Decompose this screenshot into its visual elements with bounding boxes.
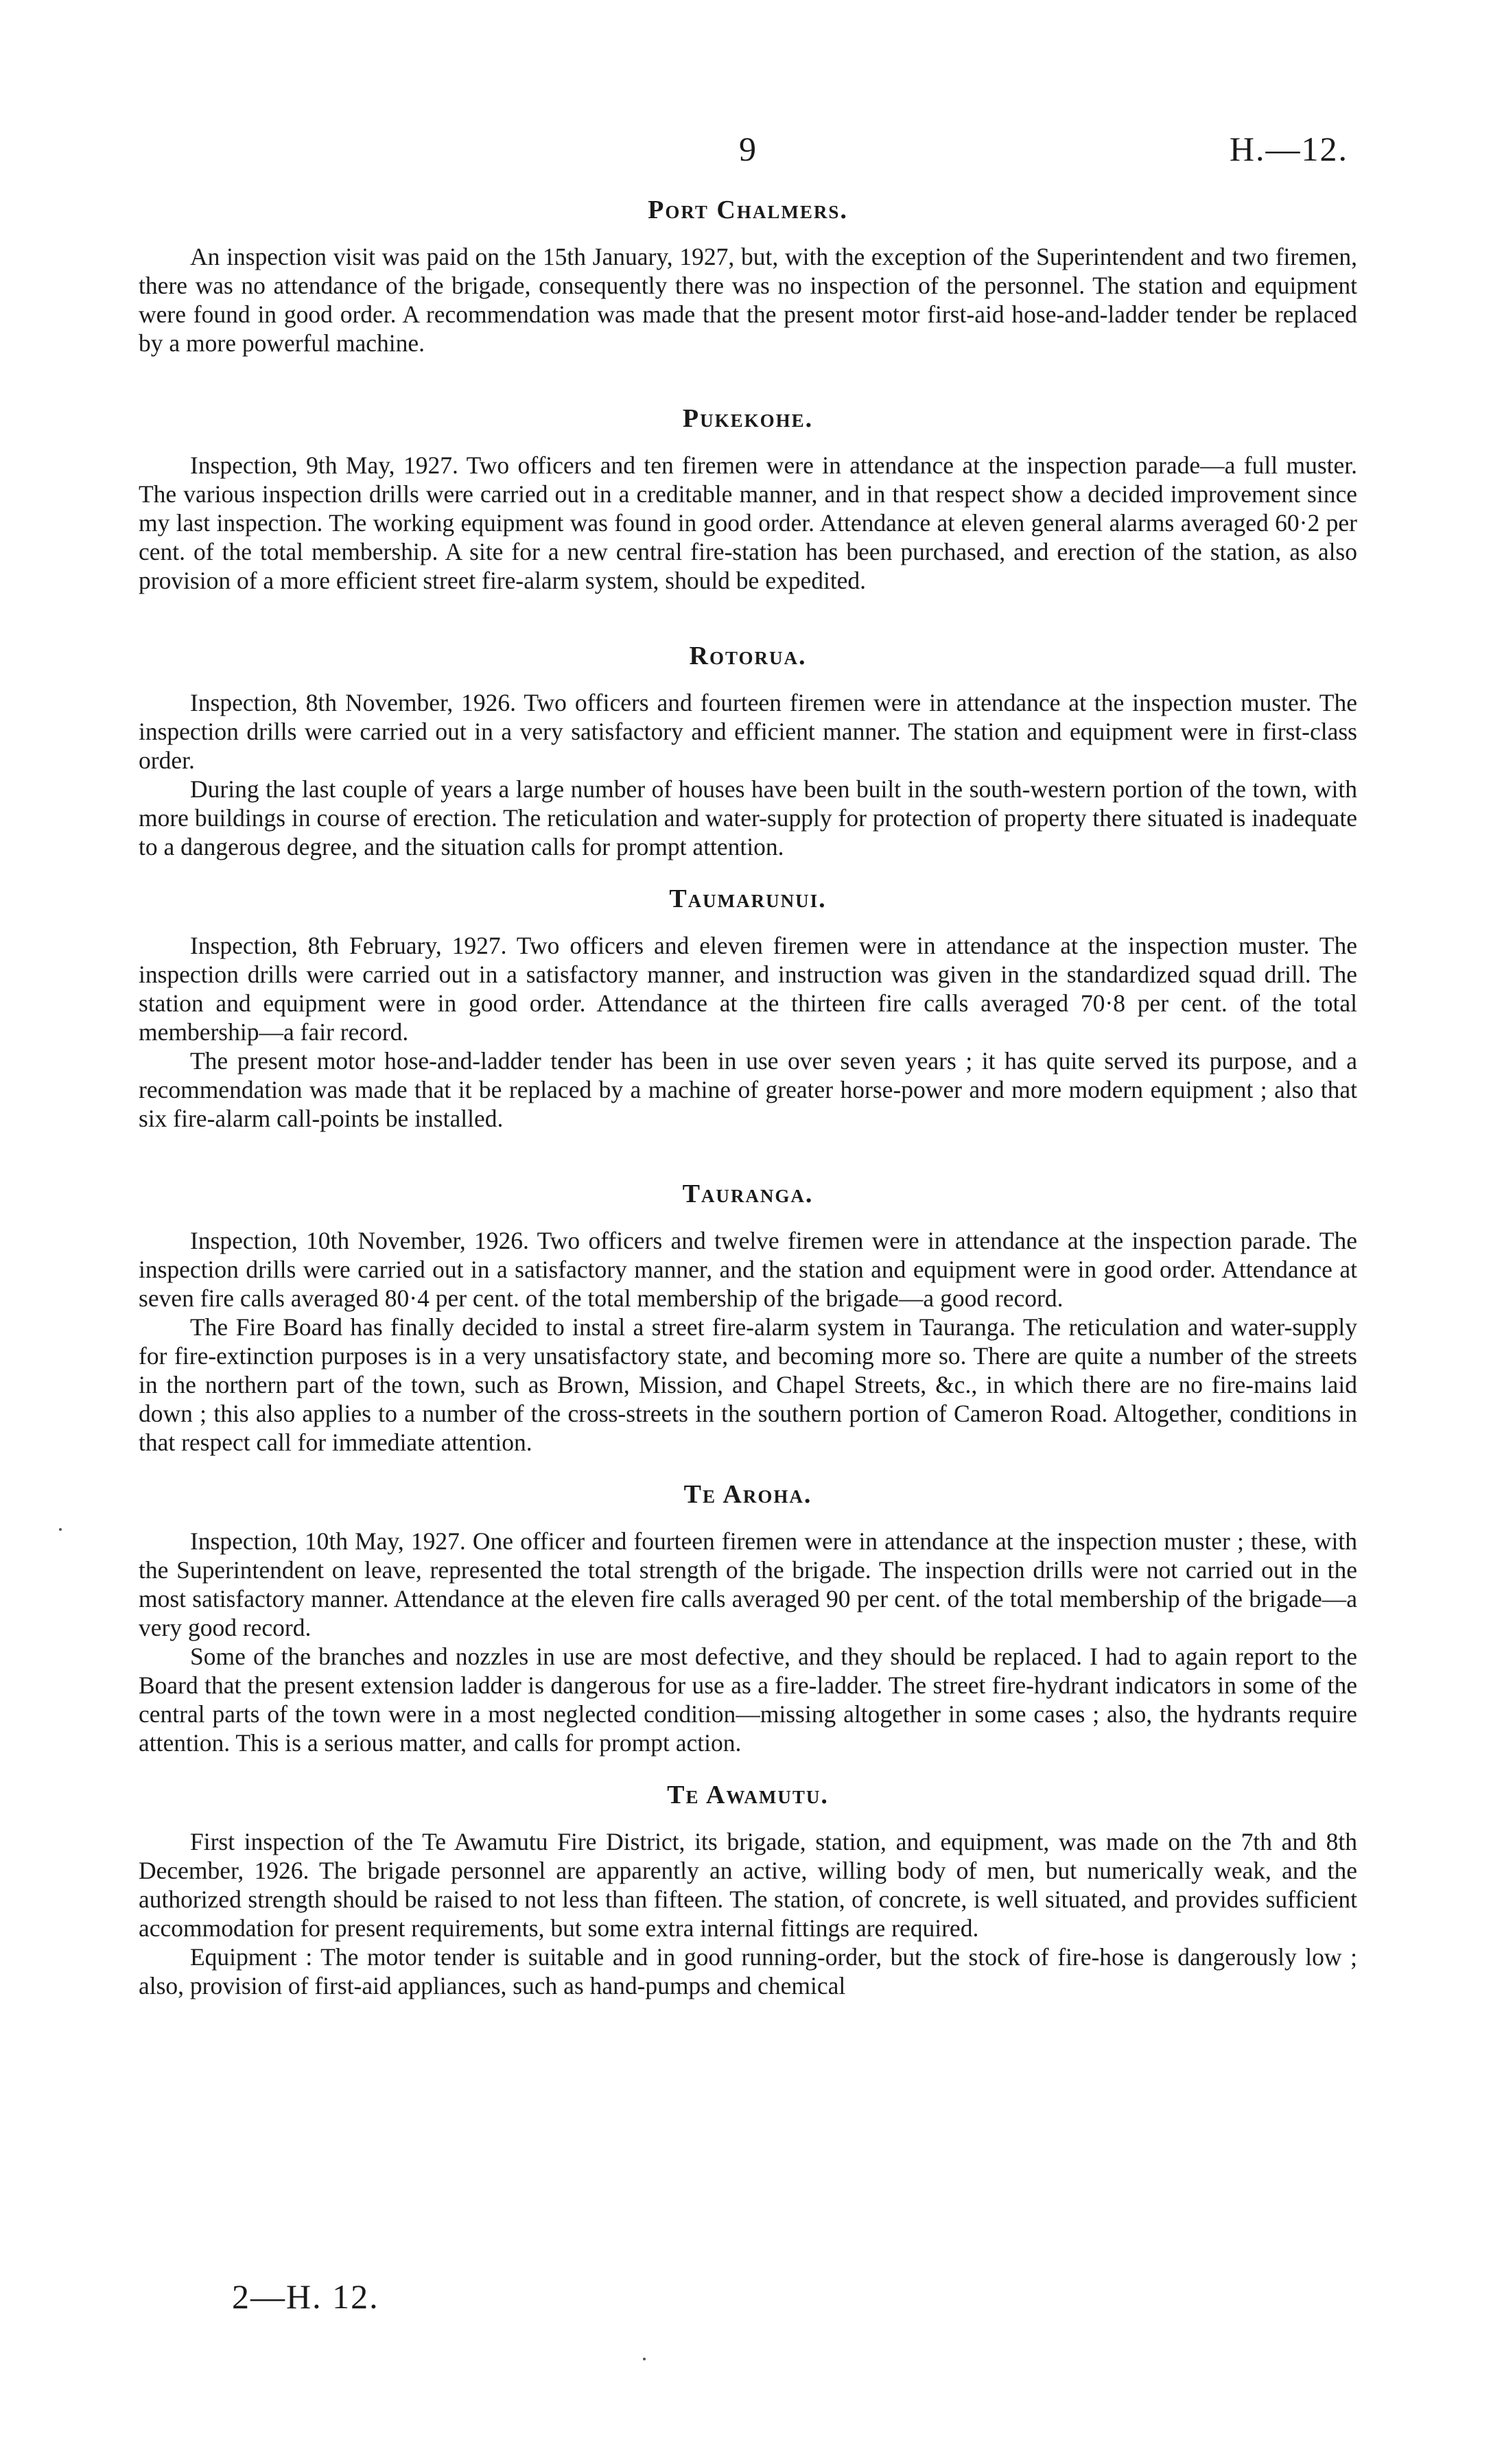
signature-mark: 2—H. 12.: [232, 2277, 379, 2316]
paragraph: Inspection, 10th May, 1927. One officer and fourteen firemen were in attendance at the inspection muster ; these, with the Superintendent on leave, represented the total strength of the brigade. The inspection drills were not carried out in the most satisfactory manner. Attendance at the eleven fire calls averaged 90 per cent. of the total membership of the brigade—a very good record.: [139, 1527, 1357, 1641]
section-title: Te Aroha.: [683, 1480, 812, 1509]
section-port-chalmers: [139, 196, 1357, 357]
document-reference: H.—12.: [1229, 130, 1348, 168]
paragraph: Inspection, 9th May, 1927. Two officers and ten firemen were in attendance at the inspection parade—a full muster. The various inspection drills were carried out in a creditable manner, and in that respect show a decided improvement since my last inspection. The working equipment was found in good order. Attendance at eleven general alarms averaged 60·2 per cent. of the total membership. A site for a new central fire-station has been purchased, and erection of the station, as also provision of a more efficient street fire-alarm system, should be expedited.: [139, 451, 1357, 594]
paragraph: Inspection, 8th February, 1927. Two officers and eleven firemen were in attendance at the inspection muster. The inspection drills were carried out in a satisfactory manner, and instruction was given in the standardized squad drill. The station and equipment were in good order. Attendance at the thirteen fire calls averaged 70·8 per cent. of the total membership—a fair record.: [139, 932, 1357, 1046]
paragraph: Inspection, 8th November, 1926. Two officers and fourteen firemen were in attendance at the inspection muster. The inspection drills were carried out in a very satisfactory and efficient manner. The station and equipment were in first-class order.: [139, 689, 1357, 774]
section-title: Port Chalmers.: [648, 196, 848, 224]
scan-speck: [59, 1528, 62, 1531]
section-title: Tauranga.: [682, 1180, 814, 1208]
page-number: 9: [739, 130, 757, 168]
paragraph: Inspection, 10th November, 1926. Two officers and twelve firemen were in attendance at the inspection parade. The inspection drills were carried out in a satisfactory manner, and the station and equipment were in good order. Attendance at seven fire calls averaged 80·4 per cent. of the total membership of the brigade—a good record.: [139, 1227, 1357, 1312]
section-title: Pukekohe.: [682, 404, 814, 433]
paragraph: Some of the branches and nozzles in use are most defective, and they should be replaced. I had to again report to the Board that the present extension ladder is dangerous for use as a fire-ladder. The street fire-hydrant indicators in some of the central parts of the town were in a most neglected condition—missing altogether in some cases ; also, the hydrants require attention. This is a serious matter, and calls for prompt action.: [139, 1643, 1357, 1757]
section-title: Taumarunui.: [669, 884, 827, 913]
section-title: Rotorua.: [689, 642, 807, 670]
section-taumarunui: [139, 884, 1357, 1133]
paragraph: First inspection of the Te Awamutu Fire District, its brigade, station, and equipment, was made on the 7th and 8th December, 1926. The brigade personnel are apparently an active, willing body of men, but numerically weak, and the authorized strength should be raised to not less than fifteen. The station, of concrete, is well situated, and provides sufficient accommodation for present requirements, but some extra internal fittings are required.: [139, 1828, 1357, 1942]
section-te-aroha: [139, 1480, 1357, 1757]
paragraph: During the last couple of years a large number of houses have been built in the south-western portion of the town, with more buildings in course of erection. The reticulation and water-supply for protection of property there situated is inadequate to a dangerous degree, and the situation calls for prompt attention.: [139, 775, 1357, 860]
section-title: Te Awamutu.: [667, 1781, 829, 1809]
scan-speck: [643, 2358, 646, 2360]
paragraph: The Fire Board has finally decided to instal a street fire-alarm system in Tauranga. The reticulation and water-supply for fire-extinction purposes is in a very unsatisfactory state, and becoming more so. There are quite a number of the streets in the northern part of the town, such as Brown, Mission, and Chapel Streets, &c., in which there are no fire-mains laid down ; this also applies to a number of the cross-streets in the southern portion of Cameron Road. Altogether, conditions in that respect call for immediate attention.: [139, 1313, 1357, 1456]
section-te-awamutu: [139, 1781, 1357, 2000]
section-tauranga: [139, 1180, 1357, 1457]
section-pukekohe: [139, 404, 1357, 595]
page-body: [139, 196, 1357, 2000]
paragraph: Equipment : The motor tender is suitable and in good running-order, but the stock of fire-hose is dangerously low ; also, provision of first-aid appliances, such as hand-pumps and chemical: [139, 1943, 1357, 1999]
paragraph: The present motor hose-and-ladder tender has been in use over seven years ; it has quite served its purpose, and a recommendation was made that it be replaced by a machine of greater horse-power and more modern equipment ; also that six fire-alarm call-points be installed.: [139, 1047, 1357, 1132]
paragraph: An inspection visit was paid on the 15th January, 1927, but, with the exception of the Superintendent and two firemen, there was no attendance of the brigade, consequently there was no inspection of the personnel. The station and equipment were found in good order. A recommendation was made that the present motor first-aid hose-and-ladder tender be replaced by a more powerful machine.: [139, 243, 1357, 357]
section-rotorua: [139, 642, 1357, 861]
